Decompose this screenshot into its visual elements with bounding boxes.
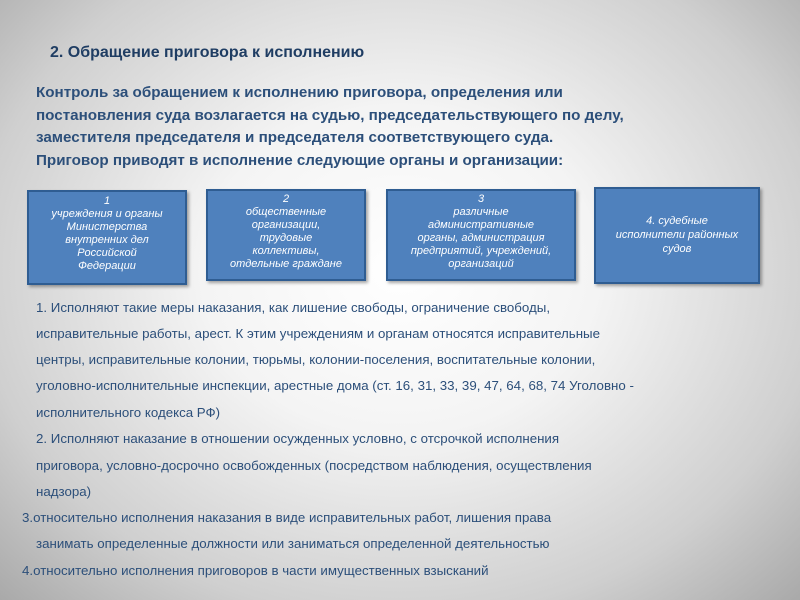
list-item: занимать определенные должности или заниматься определенной деятельностью xyxy=(36,536,550,551)
box-line: организации, xyxy=(251,219,321,231)
list-item: 2. Исполняют наказание в отношении осужденных условно, с отсрочкой исполнения xyxy=(36,431,560,446)
box-line: учреждения и органы xyxy=(51,208,163,220)
organ-box-1 xyxy=(27,190,187,285)
list-item: исполнительного кодекса РФ) xyxy=(36,405,221,420)
organ-box-2 xyxy=(206,189,366,281)
list-item: 1. Исполняют такие меры наказания, как лишение свободы, ограничение свободы, xyxy=(36,300,551,315)
box-line: исполнители районных xyxy=(615,229,739,241)
box-line: общественные xyxy=(245,206,327,218)
box-line: 1 xyxy=(103,195,111,207)
organ-box-4 xyxy=(594,187,760,284)
organ-box-3 xyxy=(386,189,576,281)
box-line: внутренних дел xyxy=(65,234,149,246)
box-line: организаций xyxy=(448,258,514,270)
list-item: приговора, условно-досрочно освобожденных (посредством наблюдения, осуществления xyxy=(36,458,592,473)
box-line: предприятий, учреждений, xyxy=(410,245,552,257)
box-line: органы, администрация xyxy=(417,232,545,244)
box-line: различные xyxy=(453,206,509,218)
intro-line: Контроль за обращением к исполнению приговора, определения или xyxy=(36,84,563,101)
box-line: отдельные граждане xyxy=(230,258,342,270)
box-line: 2 xyxy=(282,193,290,205)
intro-line: постановления суда возлагается на судью, председательствующего по делу, xyxy=(36,106,624,124)
list-item: уголовно-исполнительные инспекции, арестные дома (ст. 16, 31, 33, 39, 47, 64, 68, 74 Уголовно - xyxy=(36,378,634,393)
box-line: судов xyxy=(662,243,692,255)
list-item: надзора) xyxy=(36,484,92,499)
box-line: коллективы, xyxy=(252,245,320,257)
box-line: Российской xyxy=(77,247,137,259)
slide-title: 2. Обращение приговора к исполнению xyxy=(50,44,365,61)
box-line: Министерства xyxy=(66,221,148,233)
list-item: 4.относительно исполнения приговоров в части имущественных взысканий xyxy=(22,563,489,578)
box-line: 4. судебные xyxy=(646,215,708,227)
list-item: исправительные работы, арест. К этим учреждениям и органам относятся исправительные xyxy=(36,326,601,341)
list-item: центры, исправительные колонии, тюрьмы, колонии-поселения, воспитательные колонии, xyxy=(36,352,596,367)
list-item: 3.относительно исполнения наказания в виде исправительных работ, лишения права xyxy=(22,510,552,525)
box-line: 3 xyxy=(477,193,485,205)
intro-line: заместителя председателя и председателя соответствующего суда. xyxy=(36,129,554,146)
box-line: Федерации xyxy=(78,260,136,272)
intro-paragraph xyxy=(36,82,776,172)
intro-line: Приговор приводят в исполнение следующие органы и организации: xyxy=(36,151,564,169)
box-line: административные xyxy=(427,219,535,231)
box-line: трудовые xyxy=(259,232,313,244)
